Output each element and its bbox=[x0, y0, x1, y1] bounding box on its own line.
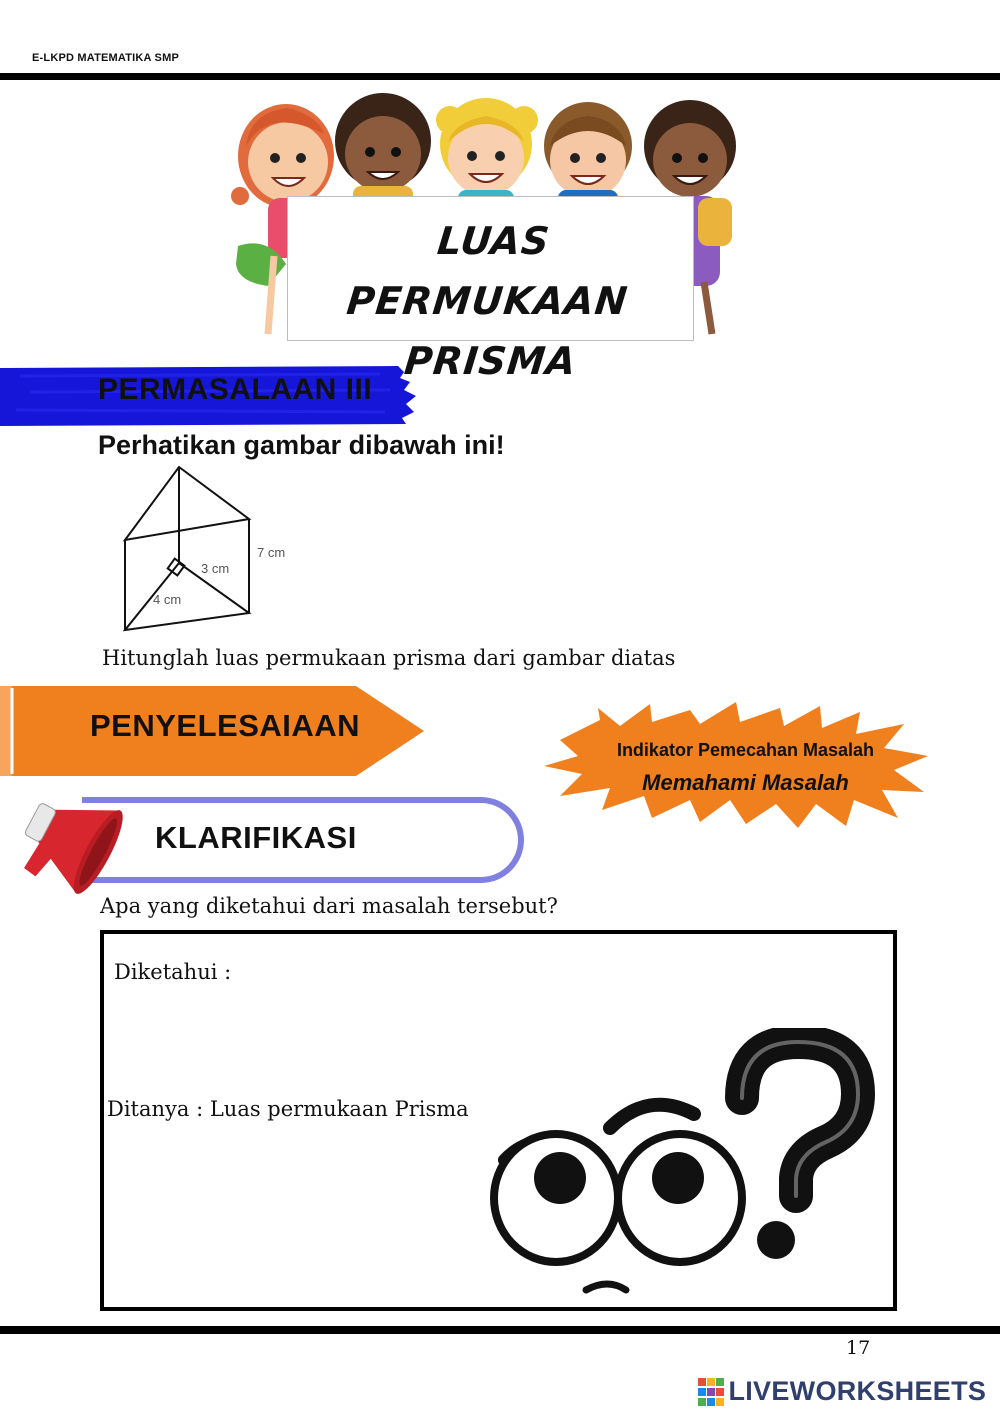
known-label: Diketahui : bbox=[114, 960, 232, 984]
header-rule bbox=[0, 73, 1000, 80]
solution-title: PENYELESAIAAN bbox=[90, 708, 361, 743]
page-number: 17 bbox=[846, 1337, 871, 1359]
prism-top-face bbox=[125, 467, 249, 540]
brand-logo[interactable] bbox=[698, 1376, 986, 1404]
footer-rule bbox=[0, 1326, 1000, 1334]
label-side-b: 4 cm bbox=[153, 592, 182, 607]
question-face-icon bbox=[480, 1028, 880, 1300]
asked-label: Ditanya : Luas permukaan Prisma bbox=[107, 1097, 469, 1121]
indicator-splat-bg bbox=[540, 700, 930, 830]
kid-2 bbox=[335, 93, 431, 206]
prism-figure bbox=[115, 463, 300, 635]
clarification-title: KLARIFIKASI bbox=[155, 820, 357, 855]
megaphone-icon bbox=[20, 786, 126, 898]
kid-4 bbox=[544, 102, 632, 208]
clarification-prompt: Apa yang diketahui dari masalah tersebut? bbox=[100, 894, 558, 918]
indicator-value: Memahami Masalah bbox=[642, 770, 849, 795]
liveworksheets-logo-icon bbox=[698, 1378, 724, 1406]
problem-title: PERMASALAAN III bbox=[98, 373, 373, 406]
title-line-1: LUAS PERMUKAAN bbox=[344, 219, 631, 323]
instruction-text: Perhatikan gambar dibawah ini! bbox=[98, 430, 505, 460]
kid-3 bbox=[436, 98, 538, 208]
label-height: 7 cm bbox=[257, 545, 286, 560]
brand-name: LIVEWORKSHEETS bbox=[728, 1376, 987, 1406]
document-header: E-LKPD MATEMATIKA SMP bbox=[32, 52, 179, 64]
title-sign bbox=[287, 196, 694, 383]
label-side-a: 3 cm bbox=[201, 561, 230, 576]
title-line-2: PRISMA bbox=[402, 339, 579, 383]
indicator-label: Indikator Pemecahan Masalah bbox=[616, 740, 875, 760]
problem-question: Hitunglah luas permukaan prisma dari gambar diatas bbox=[102, 646, 676, 670]
